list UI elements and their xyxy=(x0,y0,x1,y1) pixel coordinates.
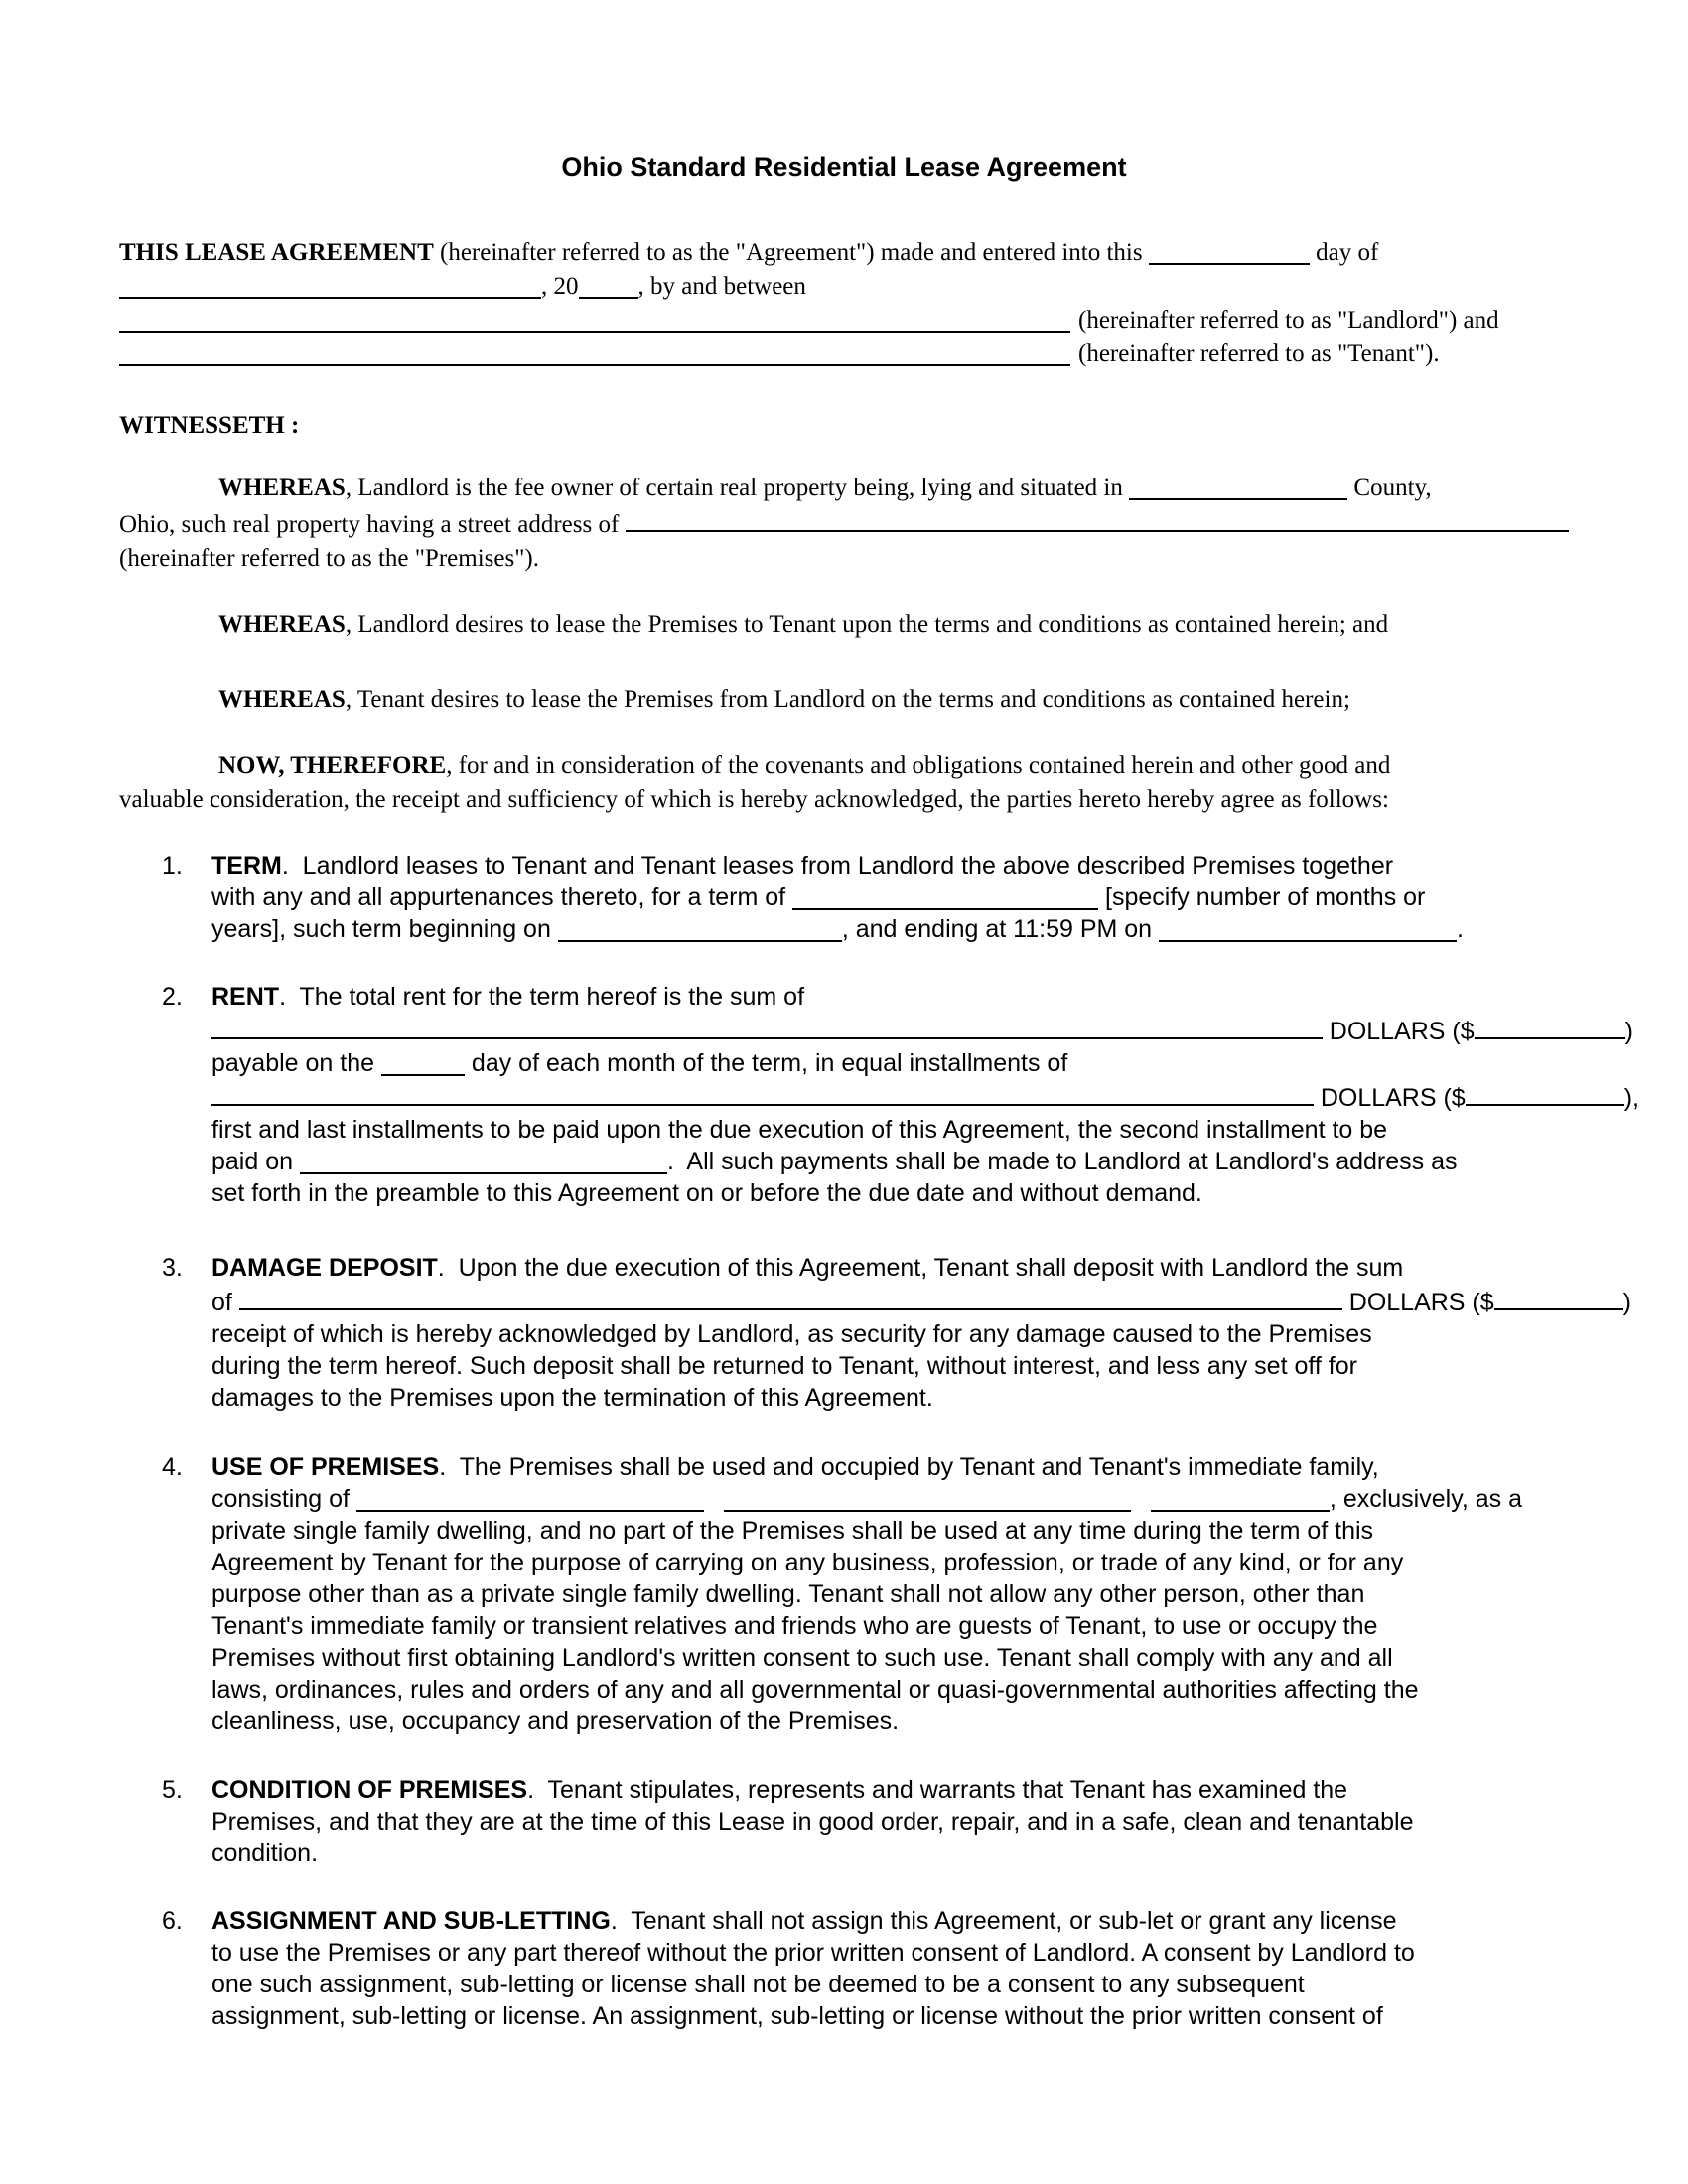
preamble xyxy=(119,236,1569,371)
blank-installment-amount xyxy=(1466,1079,1624,1106)
assignment-text-1: . Tenant shall not assign this Agreement, or sub-let or grant any license xyxy=(610,1907,1397,1935)
whereas-owner-clause xyxy=(119,472,1569,576)
section-condition-number: 5. xyxy=(162,1776,183,1804)
damage-deposit-heading: DAMAGE DEPOSIT xyxy=(211,1254,438,1282)
now-therefore-line-1 xyxy=(119,750,1569,783)
rent-line-1 xyxy=(211,981,1569,1013)
section-term xyxy=(119,850,1569,945)
term-text-3a: years], such term beginning on xyxy=(211,915,558,943)
whereas-owner-line-2 xyxy=(119,505,1569,542)
whereas-keyword: WHEREAS xyxy=(218,686,346,713)
blank-total-rent-words xyxy=(211,1013,1323,1039)
term-text-1: . Landlord leases to Tenant and Tenant leases from Landlord the above described Premises together xyxy=(281,852,1394,880)
use-line-1 xyxy=(211,1451,1569,1483)
use-line-5: purpose other than as a private single family dwelling. Tenant shall not allow any other person, other than xyxy=(211,1580,1365,1608)
rent-text-3a: payable on the xyxy=(211,1049,381,1077)
rent-line-2 xyxy=(211,1013,1633,1047)
use-text-1: . The Premises shall be used and occupied by Tenant and Tenant's immediate family, xyxy=(439,1453,1379,1481)
blank-installment-words xyxy=(211,1079,1314,1106)
preamble-line-1 xyxy=(119,236,1569,270)
term-heading: TERM xyxy=(211,852,282,880)
deposit-line-4: during the term hereof. Such deposit shall be returned to Tenant, without interest, and less any set off for xyxy=(211,1352,1357,1380)
condition-heading: CONDITION OF PREMISES xyxy=(211,1776,528,1804)
tenant-reference-label: (hereinafter referred to as "Tenant"). xyxy=(1078,341,1440,367)
rent-paren-close-1: ) xyxy=(1624,1018,1633,1045)
rent-heading: RENT xyxy=(211,983,280,1011)
lease-agreement-lead-in: THIS LEASE AGREEMENT xyxy=(119,239,434,266)
rent-line-4 xyxy=(211,1079,1639,1114)
term-line-3 xyxy=(211,913,1569,945)
use-line-6: Tenant's immediate family or transient relatives and friends who are guests of Tenant, to use or occupy the xyxy=(211,1612,1378,1640)
blank-tenant-name xyxy=(119,340,1070,366)
blank-occupant-2 xyxy=(724,1485,1131,1512)
term-line-1 xyxy=(211,850,1569,882)
term-text-2a: with any and all appurtenances thereto, for a term of xyxy=(211,884,793,911)
condition-line-3: condition. xyxy=(211,1840,319,1867)
now-therefore-line-2: valuable consideration, the receipt and sufficiency of which is hereby acknowledged, the parties hereto hereby agree as follows: xyxy=(119,786,1389,813)
rent-text-3b: day of each month of the term, in equal installments of xyxy=(464,1049,1068,1077)
term-text-3c: . xyxy=(1457,915,1464,943)
section-rent xyxy=(119,981,1639,1209)
blank-street-address xyxy=(626,505,1569,532)
section-condition-of-premises xyxy=(119,1774,1569,1869)
deposit-line-2 xyxy=(211,1284,1631,1318)
whereas-keyword: WHEREAS xyxy=(218,612,346,638)
assignment-heading: ASSIGNMENT AND SUB-LETTING xyxy=(211,1907,611,1935)
condition-text-1: . Tenant stipulates, represents and warrants that Tenant has examined the xyxy=(527,1776,1348,1804)
term-text-2b: [specify number of months or xyxy=(1098,884,1426,911)
blank-second-installment-date xyxy=(300,1148,667,1174)
preamble-year-prefix: , 20 xyxy=(541,273,579,300)
section-assignment-number: 6. xyxy=(162,1907,183,1935)
premises-reference-label: (hereinafter referred to as the "Premises"). xyxy=(119,545,539,572)
blank-term-end-date xyxy=(1159,915,1457,942)
deposit-line-1 xyxy=(211,1252,1569,1284)
use-line-3: private single family dwelling, and no part of the Premises shall be used at any time during the term of this xyxy=(211,1517,1374,1545)
deposit-text-2a: of xyxy=(211,1289,239,1316)
assignment-line-4: assignment, sub-letting or license. An assignment, sub-letting or license without the prior written consent of xyxy=(211,2002,1383,2030)
rent-text-6b: . All such payments shall be made to Landlord at Landlord's address as xyxy=(666,1148,1458,1175)
now-therefore-text-1: , for and in consideration of the covenants and obligations contained herein and other good and xyxy=(446,752,1391,779)
term-line-2 xyxy=(211,882,1569,913)
preamble-tenant-line xyxy=(119,338,1569,371)
rent-line-6 xyxy=(211,1146,1569,1177)
rent-dollars-label-2: DOLLARS ($ xyxy=(1313,1084,1466,1112)
landlord-reference-label: (hereinafter referred to as "Landlord") and xyxy=(1078,307,1499,334)
whereas-landlord-clause xyxy=(119,609,1569,642)
now-therefore-keyword: NOW, THEREFORE xyxy=(218,752,447,779)
whereas-owner-after: County, xyxy=(1347,475,1432,501)
whereas-landlord-text: , Landlord desires to lease the Premises to Tenant upon the terms and conditions as contained herein; and xyxy=(345,612,1389,638)
blank-month xyxy=(119,272,541,299)
blank-total-rent-amount xyxy=(1475,1013,1625,1039)
deposit-paren-close: ) xyxy=(1622,1289,1631,1316)
section-assignment xyxy=(119,1905,1569,2032)
use-line-9: cleanliness, use, occupancy and preservation of the Premises. xyxy=(211,1707,900,1735)
deposit-text-1: . Upon the due execution of this Agreement, Tenant shall deposit with Landlord the sum xyxy=(437,1254,1404,1282)
section-use-of-premises xyxy=(119,1451,1569,1737)
blank-county xyxy=(1129,474,1347,500)
section-term-number: 1. xyxy=(162,852,183,880)
section-rent-number: 2. xyxy=(162,983,183,1011)
whereas-owner-line-3 xyxy=(119,542,1569,576)
use-of-premises-heading: USE OF PREMISES xyxy=(211,1453,440,1481)
use-line-2 xyxy=(211,1483,1569,1515)
rent-line-7: set forth in the preamble to this Agreement on or before the due date and without demand. xyxy=(211,1179,1202,1207)
whereas-owner-line-1 xyxy=(119,472,1569,505)
term-text-3b: , and ending at 11:59 PM on xyxy=(841,915,1160,943)
section-damage-deposit-number: 3. xyxy=(162,1254,183,1282)
assignment-line-3: one such assignment, sub-letting or license shall not be deemed to be a consent to any subsequent xyxy=(211,1971,1305,1998)
use-line-4: Agreement by Tenant for the purpose of carrying on any business, profession, or trade of any kind, or for any xyxy=(211,1549,1404,1576)
whereas-tenant-clause xyxy=(119,683,1569,717)
rent-line-3 xyxy=(211,1047,1569,1079)
condition-line-2: Premises, and that they are at the time of this Lease in good order, repair, and in a safe, clean and tenantable xyxy=(211,1808,1414,1836)
blank-payment-day xyxy=(381,1049,465,1076)
rent-paren-close-2: ), xyxy=(1623,1084,1639,1112)
preamble-line-1-text: (hereinafter referred to as the "Agreement") made and entered into this xyxy=(433,239,1149,266)
deposit-line-5: damages to the Premises upon the termination of this Agreement. xyxy=(211,1384,933,1412)
blank-term-length xyxy=(792,884,1098,910)
assignment-line-2: to use the Premises or any part thereof without the prior written consent of Landlord. A consent by Landlord to xyxy=(211,1939,1415,1967)
rent-text-1: . The total rent for the term hereof is the sum of xyxy=(279,983,805,1011)
blank-occupant-3 xyxy=(1151,1485,1330,1512)
assignment-line-1 xyxy=(211,1905,1569,1937)
blank-landlord-name xyxy=(119,306,1070,333)
blank-occupant-1 xyxy=(356,1485,704,1512)
use-line-8: laws, ordinances, rules and orders of any and all governmental or quasi-governmental authorities affecting the xyxy=(211,1676,1419,1704)
street-address-text: Ohio, such real property having a street address of xyxy=(119,511,626,538)
whereas-tenant-text: , Tenant desires to lease the Premises from Landlord on the terms and conditions as contained herein; xyxy=(345,686,1350,713)
rent-text-6a: paid on xyxy=(211,1148,300,1175)
preamble-landlord-line xyxy=(119,304,1569,338)
use-line-7: Premises without first obtaining Landlord's written consent to such use. Tenant shall comply with any and all xyxy=(211,1644,1393,1672)
blank-day-number xyxy=(1149,238,1310,265)
blank-deposit-words xyxy=(239,1284,1342,1310)
preamble-line-2 xyxy=(119,270,1569,304)
deposit-dollars-label: DOLLARS ($ xyxy=(1341,1289,1494,1316)
section-use-number: 4. xyxy=(162,1453,183,1481)
condition-line-1 xyxy=(211,1774,1569,1806)
use-text-2b: , exclusively, as a xyxy=(1329,1485,1522,1513)
blank-year xyxy=(579,272,638,299)
now-therefore-clause xyxy=(119,750,1569,817)
preamble-line-2-after: , by and between xyxy=(637,273,806,300)
whereas-keyword: WHEREAS xyxy=(218,475,346,501)
blank-term-start-date xyxy=(558,915,842,942)
document-title: Ohio Standard Residential Lease Agreement xyxy=(561,152,1127,182)
section-damage-deposit xyxy=(119,1252,1631,1414)
rent-line-5: first and last installments to be paid upon the due execution of this Agreement, the second installment to be xyxy=(211,1116,1388,1144)
whereas-owner-text: , Landlord is the fee owner of certain real property being, lying and situated in xyxy=(345,475,1130,501)
rent-dollars-label-1: DOLLARS ($ xyxy=(1322,1018,1475,1045)
use-text-2a: consisting of xyxy=(211,1485,356,1513)
witnesseth-heading: WITNESSETH : xyxy=(119,412,300,439)
preamble-line-1-after: day of xyxy=(1309,239,1379,266)
deposit-line-3: receipt of which is hereby acknowledged by Landlord, as security for any damage caused to the Premises xyxy=(211,1320,1372,1348)
blank-deposit-amount xyxy=(1494,1284,1623,1310)
